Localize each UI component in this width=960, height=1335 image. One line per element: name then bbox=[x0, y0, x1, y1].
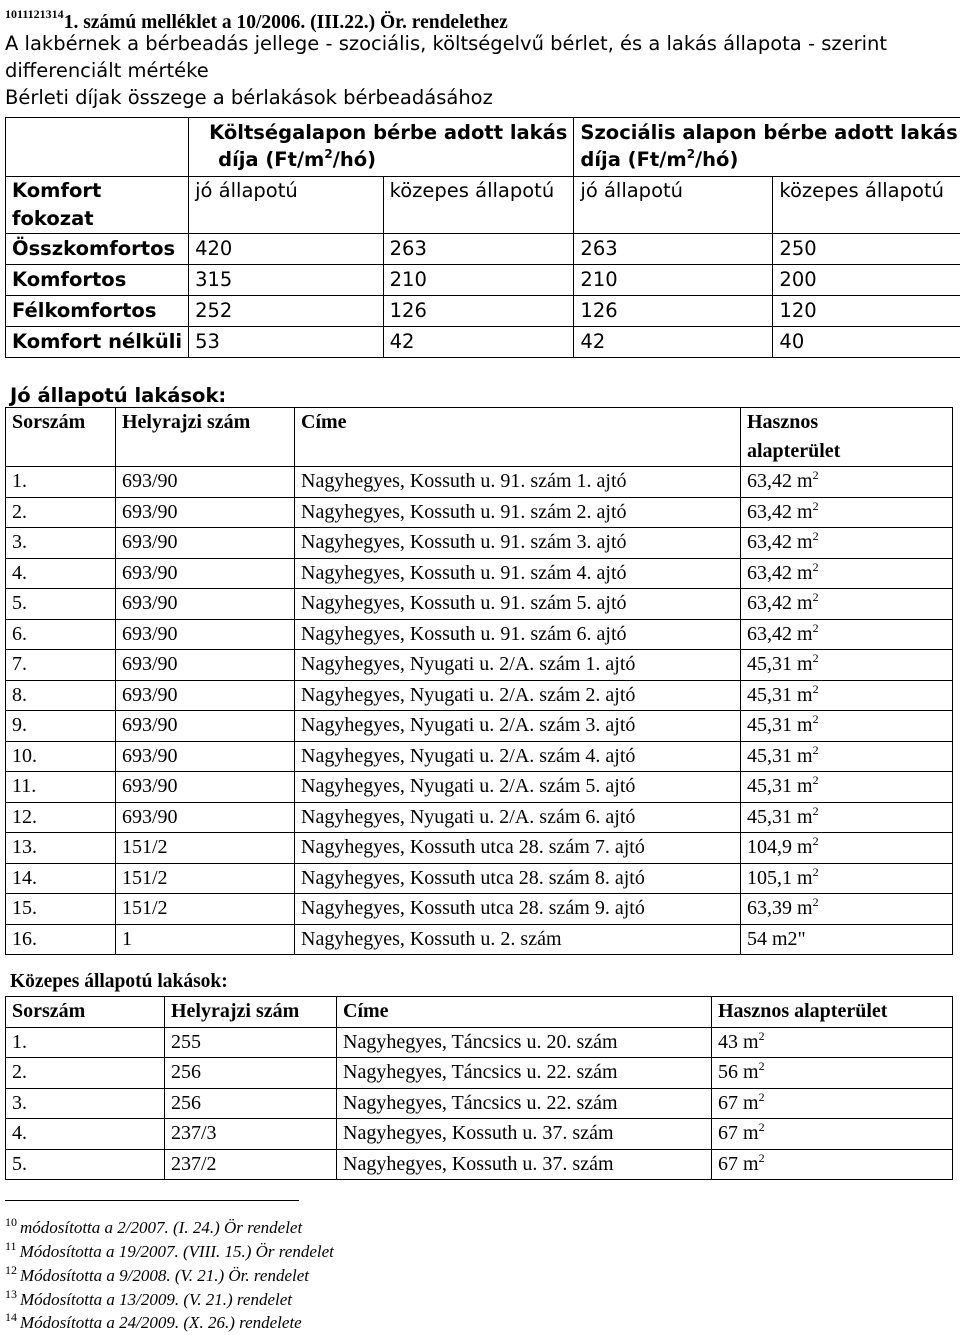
row-area bbox=[741, 528, 953, 559]
footnote-text: Módosította a 19/2007. (VIII. 15.) Ör rendelet bbox=[20, 1242, 334, 1261]
row-number: 5. bbox=[6, 589, 116, 620]
row-area-sup: 2 bbox=[813, 804, 819, 818]
row-hrsz: 693/90 bbox=[116, 467, 295, 498]
rent-row bbox=[6, 327, 960, 358]
footnote-number: 13 bbox=[5, 1287, 17, 1301]
cond-good-2: jó állapotú bbox=[574, 177, 773, 234]
row-area-value: 63,39 m bbox=[747, 897, 813, 919]
col-no-header: Sorszám bbox=[6, 997, 165, 1028]
footnote-text: módosította a 2/2007. (I. 24.) Ör rendelet bbox=[20, 1218, 302, 1237]
rent-row-label: Összkomfortos bbox=[6, 234, 189, 265]
rent-value: 210 bbox=[574, 265, 773, 296]
row-area-sup: 2 bbox=[759, 1029, 765, 1043]
mid-flats-table bbox=[5, 996, 953, 1180]
col-area-header bbox=[741, 408, 953, 467]
row-area-value: 54 m2" bbox=[747, 928, 806, 950]
row-address: Nagyhegyes, Kossuth utca 28. szám 7. ajtó bbox=[295, 833, 741, 864]
col-address-header: Címe bbox=[337, 997, 712, 1028]
col-area-header-line2: alapterület bbox=[747, 437, 946, 466]
row-address: Nagyhegyes, Nyugati u. 2/A. szám 3. ajtó bbox=[295, 711, 741, 742]
cost-unit: díja (Ft/m bbox=[218, 148, 324, 171]
row-area-value: 56 m bbox=[718, 1061, 759, 1083]
row-hrsz: 151/2 bbox=[116, 863, 295, 894]
table-row bbox=[6, 711, 953, 742]
row-area bbox=[741, 863, 953, 894]
row-address: Nagyhegyes, Kossuth u. 91. szám 3. ajtó bbox=[295, 528, 741, 559]
footnote-divider bbox=[5, 1200, 299, 1201]
rent-value: 126 bbox=[574, 296, 773, 327]
row-area bbox=[741, 772, 953, 803]
row-area bbox=[741, 650, 953, 681]
row-number: 9. bbox=[6, 711, 116, 742]
comfort-label bbox=[6, 177, 189, 234]
row-area-value: 105,1 m bbox=[747, 867, 813, 889]
rent-value: 252 bbox=[189, 296, 384, 327]
table-row bbox=[6, 650, 953, 681]
row-area bbox=[741, 894, 953, 925]
table-row bbox=[6, 1027, 953, 1058]
social-unit-suffix: /hó) bbox=[695, 148, 738, 171]
rent-value: 42 bbox=[383, 327, 574, 358]
row-area bbox=[741, 589, 953, 620]
footnote bbox=[5, 1306, 302, 1335]
row-area-value: 45,31 m bbox=[747, 684, 813, 706]
rent-value: 315 bbox=[189, 265, 384, 296]
table-row bbox=[6, 772, 953, 803]
social-unit: díja (Ft/m bbox=[580, 148, 686, 171]
intro bbox=[5, 30, 955, 111]
social-header-line2 bbox=[580, 146, 957, 173]
table-row bbox=[6, 802, 953, 833]
row-area-value: 63,42 m bbox=[747, 562, 813, 584]
row-hrsz: 693/90 bbox=[116, 711, 295, 742]
row-number: 4. bbox=[6, 1119, 165, 1150]
row-area-sup: 2 bbox=[813, 895, 819, 909]
footnote-number: 11 bbox=[5, 1239, 17, 1253]
row-area-sup: 2 bbox=[813, 712, 819, 726]
row-number: 5. bbox=[6, 1149, 165, 1180]
rent-value: 263 bbox=[383, 234, 574, 265]
row-number: 7. bbox=[6, 650, 116, 681]
row-area bbox=[712, 1088, 953, 1119]
row-area-sup: 2 bbox=[759, 1120, 765, 1134]
row-address: Nagyhegyes, Táncsics u. 20. szám bbox=[337, 1027, 712, 1058]
row-area-sup: 2 bbox=[813, 743, 819, 757]
row-area bbox=[741, 741, 953, 772]
table-row bbox=[6, 680, 953, 711]
cost-unit-sup: 2 bbox=[324, 147, 332, 161]
mid-flats-header-row bbox=[6, 997, 953, 1028]
row-area-sup: 2 bbox=[759, 1151, 765, 1165]
row-hrsz: 256 bbox=[165, 1088, 337, 1119]
col-hrsz-header: Helyrajzi szám bbox=[165, 997, 337, 1028]
row-address: Nagyhegyes, Kossuth u. 91. szám 1. ajtó bbox=[295, 467, 741, 498]
row-address: Nagyhegyes, Táncsics u. 22. szám bbox=[337, 1058, 712, 1089]
row-hrsz: 237/2 bbox=[165, 1149, 337, 1180]
row-number: 12. bbox=[6, 802, 116, 833]
cond-mid-1: közepes állapotú bbox=[383, 177, 574, 234]
rent-value: 200 bbox=[773, 265, 960, 296]
row-area-sup: 2 bbox=[813, 865, 819, 879]
rent-value: 420 bbox=[189, 234, 384, 265]
row-address: Nagyhegyes, Nyugati u. 2/A. szám 2. ajtó bbox=[295, 680, 741, 711]
cond-mid-2: közepes állapotú bbox=[773, 177, 960, 234]
rent-row bbox=[6, 234, 960, 265]
row-area-value: 45,31 m bbox=[747, 714, 813, 736]
table-row bbox=[6, 1119, 953, 1150]
comfort-label-line2: fokozat bbox=[12, 205, 182, 233]
intro-line-1: A lakbérnek a bérbeadás jellege - szociális, költségelvű bérlet, és a lakás állapota - szerint bbox=[5, 30, 955, 57]
table-row bbox=[6, 863, 953, 894]
row-area-sup: 2 bbox=[813, 621, 819, 635]
row-area bbox=[741, 711, 953, 742]
row-address: Nagyhegyes, Kossuth u. 37. szám bbox=[337, 1149, 712, 1180]
row-number: 1. bbox=[6, 1027, 165, 1058]
footnote-refs: 1011121314 bbox=[5, 7, 64, 21]
row-area bbox=[741, 833, 953, 864]
rent-value: 126 bbox=[383, 296, 574, 327]
row-number: 3. bbox=[6, 528, 116, 559]
row-area-value: 63,42 m bbox=[747, 592, 813, 614]
row-area-sup: 2 bbox=[813, 773, 819, 787]
footnote-text: Módosította a 24/2009. (X. 26.) rendelete bbox=[20, 1313, 302, 1332]
row-hrsz: 693/90 bbox=[116, 741, 295, 772]
rent-value: 210 bbox=[383, 265, 574, 296]
row-hrsz: 693/90 bbox=[116, 680, 295, 711]
rent-row bbox=[6, 296, 960, 327]
table-row bbox=[6, 924, 953, 955]
row-area-sup: 2 bbox=[813, 499, 819, 513]
table-row bbox=[6, 619, 953, 650]
rent-row-label: Félkomfortos bbox=[6, 296, 189, 327]
row-area-value: 45,31 m bbox=[747, 806, 813, 828]
cost-unit-suffix: /hó) bbox=[333, 148, 376, 171]
row-number: 8. bbox=[6, 680, 116, 711]
rent-row-label: Komfort nélküli bbox=[6, 327, 189, 358]
row-area-value: 104,9 m bbox=[747, 836, 813, 858]
rent-value: 120 bbox=[773, 296, 960, 327]
row-area-value: 63,42 m bbox=[747, 501, 813, 523]
row-hrsz: 151/2 bbox=[116, 833, 295, 864]
row-area bbox=[741, 924, 953, 955]
rent-table-condition-row bbox=[6, 177, 960, 234]
good-flats-table bbox=[5, 407, 953, 955]
social-unit-sup: 2 bbox=[687, 147, 695, 161]
row-area bbox=[712, 1149, 953, 1180]
row-number: 10. bbox=[6, 741, 116, 772]
row-hrsz: 255 bbox=[165, 1027, 337, 1058]
row-area-value: 43 m bbox=[718, 1031, 759, 1053]
col-address-header: Címe bbox=[295, 408, 741, 467]
title-text: 1. számú melléklet a 10/2006. (III.22.) Ör. rendelethez bbox=[64, 12, 508, 33]
table-row bbox=[6, 589, 953, 620]
row-hrsz: 1 bbox=[116, 924, 295, 955]
row-number: 16. bbox=[6, 924, 116, 955]
row-area bbox=[741, 619, 953, 650]
footnote-text: Módosította a 13/2009. (V. 21.) rendelet bbox=[20, 1290, 292, 1309]
rent-value: 40 bbox=[773, 327, 960, 358]
rent-table bbox=[5, 117, 960, 358]
row-area bbox=[712, 1119, 953, 1150]
row-hrsz: 693/90 bbox=[116, 589, 295, 620]
row-address: Nagyhegyes, Nyugati u. 2/A. szám 5. ajtó bbox=[295, 772, 741, 803]
social-header-line1: Szociális alapon bérbe adott lakás bbox=[580, 119, 957, 146]
table-row bbox=[6, 894, 953, 925]
row-area-value: 45,31 m bbox=[747, 745, 813, 767]
row-area-value: 45,31 m bbox=[747, 775, 813, 797]
table-row bbox=[6, 497, 953, 528]
row-area-value: 63,42 m bbox=[747, 470, 813, 492]
social-header bbox=[574, 118, 960, 177]
cost-based-header-line2 bbox=[209, 146, 567, 173]
row-area-value: 45,31 m bbox=[747, 653, 813, 675]
row-area-sup: 2 bbox=[759, 1090, 765, 1104]
row-area-value: 67 m bbox=[718, 1122, 759, 1144]
row-area-sup: 2 bbox=[813, 529, 819, 543]
row-hrsz: 237/3 bbox=[165, 1119, 337, 1150]
comfort-label-line1: Komfort bbox=[12, 177, 182, 205]
table-row bbox=[6, 1149, 953, 1180]
row-hrsz: 693/90 bbox=[116, 802, 295, 833]
intro-line-3: Bérleti díjak összege a bérlakások bérbeadásához bbox=[5, 84, 955, 111]
row-area-sup: 2 bbox=[813, 560, 819, 574]
rent-value: 42 bbox=[574, 327, 773, 358]
footnote-number: 12 bbox=[5, 1263, 17, 1277]
row-address: Nagyhegyes, Kossuth u. 91. szám 6. ajtó bbox=[295, 619, 741, 650]
table-row bbox=[6, 528, 953, 559]
row-address: Nagyhegyes, Nyugati u. 2/A. szám 1. ajtó bbox=[295, 650, 741, 681]
row-area bbox=[712, 1058, 953, 1089]
row-number: 6. bbox=[6, 619, 116, 650]
table-row bbox=[6, 558, 953, 589]
rent-row-label: Komfortos bbox=[6, 265, 189, 296]
row-hrsz: 693/90 bbox=[116, 772, 295, 803]
row-address: Nagyhegyes, Kossuth utca 28. szám 8. ajtó bbox=[295, 863, 741, 894]
row-area-value: 63,42 m bbox=[747, 623, 813, 645]
rent-table-header-row bbox=[6, 118, 960, 177]
footnote-text: Módosította a 9/2008. (V. 21.) Ör. rendelet bbox=[20, 1266, 309, 1285]
row-area-sup: 2 bbox=[759, 1059, 765, 1073]
row-number: 13. bbox=[6, 833, 116, 864]
row-area-sup: 2 bbox=[813, 682, 819, 696]
good-flats-title: Jó állapotú lakások: bbox=[10, 382, 226, 409]
row-area bbox=[741, 558, 953, 589]
row-number: 11. bbox=[6, 772, 116, 803]
rent-value: 250 bbox=[773, 234, 960, 265]
cost-based-header-line1: Költségalapon bérbe adott lakás bbox=[209, 119, 567, 146]
row-number: 2. bbox=[6, 497, 116, 528]
empty-header-cell bbox=[6, 118, 189, 177]
row-area-sup: 2 bbox=[813, 590, 819, 604]
cost-based-header bbox=[189, 118, 574, 177]
row-hrsz: 693/90 bbox=[116, 558, 295, 589]
table-row bbox=[6, 467, 953, 498]
col-area-header-line1: Hasznos bbox=[747, 408, 946, 437]
rent-value: 263 bbox=[574, 234, 773, 265]
row-address: Nagyhegyes, Kossuth u. 91. szám 5. ajtó bbox=[295, 589, 741, 620]
row-area bbox=[741, 467, 953, 498]
row-address: Nagyhegyes, Kossuth u. 91. szám 2. ajtó bbox=[295, 497, 741, 528]
row-number: 4. bbox=[6, 558, 116, 589]
row-area bbox=[712, 1027, 953, 1058]
row-address: Nagyhegyes, Kossuth u. 2. szám bbox=[295, 924, 741, 955]
row-address: Nagyhegyes, Kossuth u. 91. szám 4. ajtó bbox=[295, 558, 741, 589]
row-number: 14. bbox=[6, 863, 116, 894]
mid-flats-title: Közepes állapotú lakások: bbox=[10, 968, 228, 995]
row-area-sup: 2 bbox=[813, 834, 819, 848]
row-area-value: 67 m bbox=[718, 1153, 759, 1175]
cond-good-1: jó állapotú bbox=[189, 177, 384, 234]
row-hrsz: 693/90 bbox=[116, 528, 295, 559]
footnote-number: 10 bbox=[5, 1215, 17, 1229]
row-area-value: 63,42 m bbox=[747, 531, 813, 553]
row-address: Nagyhegyes, Kossuth utca 28. szám 9. ajtó bbox=[295, 894, 741, 925]
row-number: 1. bbox=[6, 467, 116, 498]
row-hrsz: 693/90 bbox=[116, 497, 295, 528]
row-area-value: 67 m bbox=[718, 1092, 759, 1114]
row-number: 2. bbox=[6, 1058, 165, 1089]
table-row bbox=[6, 833, 953, 864]
row-hrsz: 693/90 bbox=[116, 650, 295, 681]
row-area bbox=[741, 680, 953, 711]
row-address: Nagyhegyes, Nyugati u. 2/A. szám 4. ajtó bbox=[295, 741, 741, 772]
row-area-sup: 2 bbox=[813, 651, 819, 665]
row-hrsz: 151/2 bbox=[116, 894, 295, 925]
rent-value: 53 bbox=[189, 327, 384, 358]
intro-line-2: differenciált mértéke bbox=[5, 57, 955, 84]
row-address: Nagyhegyes, Kossuth u. 37. szám bbox=[337, 1119, 712, 1150]
row-hrsz: 693/90 bbox=[116, 619, 295, 650]
col-hrsz-header: Helyrajzi szám bbox=[116, 408, 295, 467]
rent-row bbox=[6, 265, 960, 296]
row-number: 15. bbox=[6, 894, 116, 925]
row-area bbox=[741, 802, 953, 833]
table-row bbox=[6, 1088, 953, 1119]
row-area bbox=[741, 497, 953, 528]
row-area-sup: 2 bbox=[813, 468, 819, 482]
table-row bbox=[6, 1058, 953, 1089]
row-number: 3. bbox=[6, 1088, 165, 1119]
row-hrsz: 256 bbox=[165, 1058, 337, 1089]
col-area-header: Hasznos alapterület bbox=[712, 997, 953, 1028]
footnote-number: 14 bbox=[5, 1310, 17, 1324]
row-address: Nagyhegyes, Nyugati u. 2/A. szám 6. ajtó bbox=[295, 802, 741, 833]
row-address: Nagyhegyes, Táncsics u. 22. szám bbox=[337, 1088, 712, 1119]
col-no-header: Sorszám bbox=[6, 408, 116, 467]
good-flats-header-row bbox=[6, 408, 953, 467]
table-row bbox=[6, 741, 953, 772]
